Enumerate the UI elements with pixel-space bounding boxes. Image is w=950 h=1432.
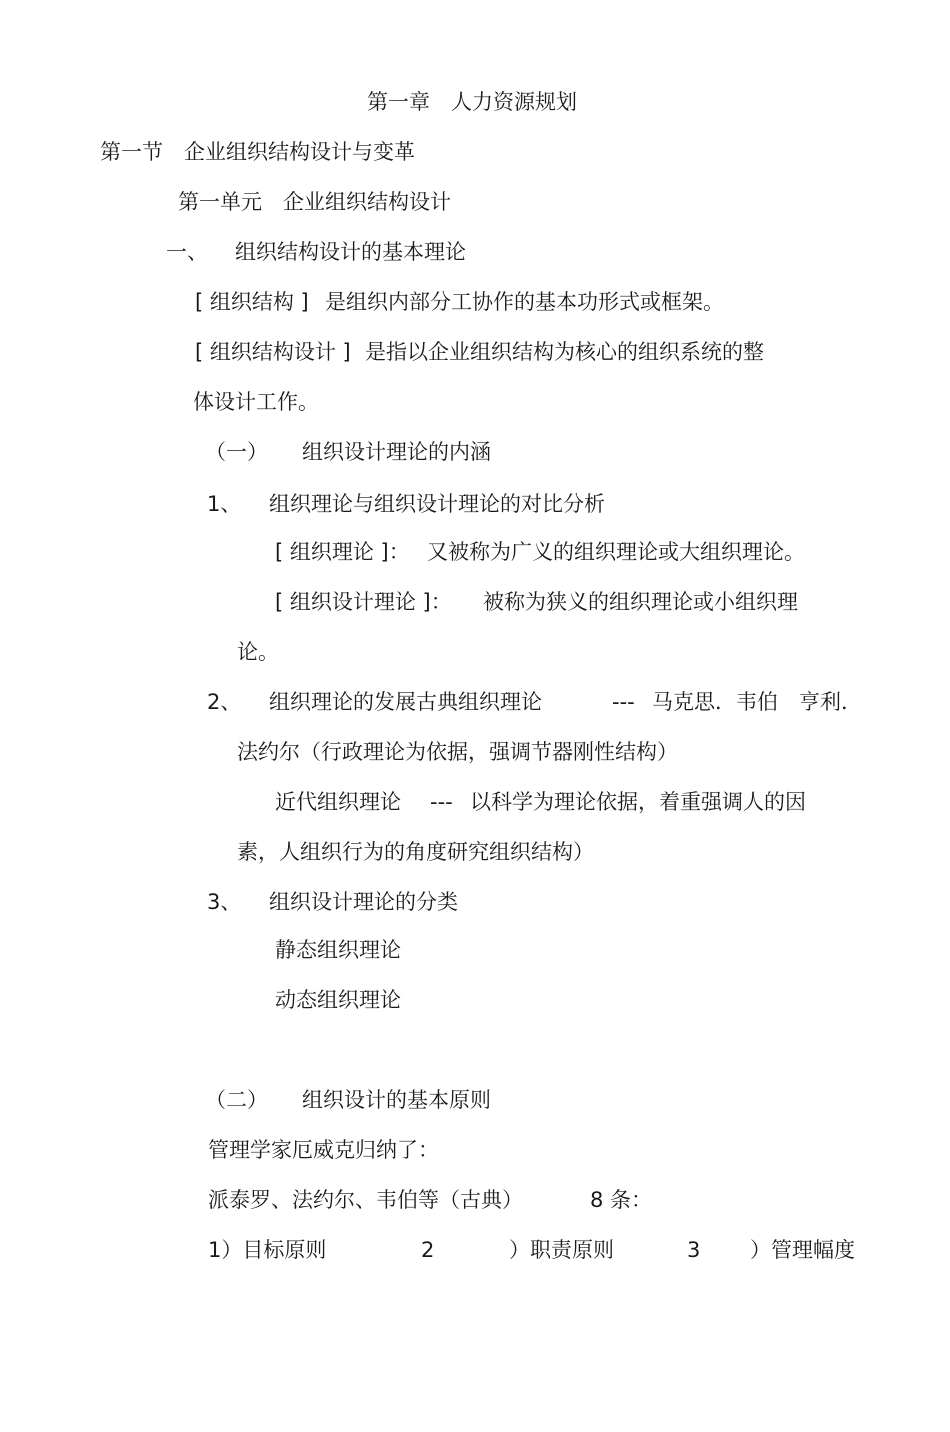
dash-separator: --- <box>430 790 453 814</box>
definition-text: 被称为狭义的组织理论或小组织理 <box>483 590 798 614</box>
item-number: 3、 <box>207 890 242 914</box>
principle-number: 3 <box>687 1238 701 1262</box>
modern-theory-text: 以科学为理论依据，着重强调人的因 <box>470 790 806 814</box>
definition-text: 是指以企业组织结构为核心的组织系统的整 <box>365 340 764 364</box>
part-number: 一、 <box>166 240 208 264</box>
chapter-title: 第一章 人力资源规划 <box>367 90 577 114</box>
dash-separator: --- <box>612 690 635 714</box>
intro-line: 管理学家厄威克归纳了： <box>208 1138 439 1162</box>
principle-item: 1）目标原则 <box>208 1238 327 1262</box>
subsection-heading <box>0 1086 950 1198</box>
definition-text: 又被称为广义的组织理论或大组织理论。 <box>427 540 805 564</box>
definition-term: [ 组织设计理论 ]： <box>275 590 452 614</box>
definition-term: [ 组织结构 ] <box>195 290 309 314</box>
theorist-names: 马克思．韦伯 亨利． <box>652 690 862 714</box>
item-heading-text: 组织设计理论的分类 <box>269 890 458 914</box>
unit-title: 第一单元 企业组织结构设计 <box>178 190 451 214</box>
modern-theory-label: 近代组织理论 <box>275 790 401 814</box>
item-number: 1、 <box>207 492 242 516</box>
subsection-number: （二） <box>205 1088 268 1112</box>
principle-count: 8 条： <box>590 1188 653 1212</box>
item-continuation: 法约尔（行政理论为依据，强调节器刚性结构） <box>237 740 678 764</box>
definition-continuation: 体设计工作。 <box>193 390 319 414</box>
item-number: 2、 <box>207 690 242 714</box>
principle-number: 2 <box>421 1238 435 1262</box>
principles-line <box>0 1236 950 1432</box>
subsection-heading-text: 组织设计的基本原则 <box>302 1088 491 1112</box>
part-heading-text: 组织结构设计的基本理论 <box>235 240 466 264</box>
definition-term: [ 组织理论 ]： <box>275 540 410 564</box>
principle-item: ）管理幅度 <box>750 1238 855 1262</box>
theory-type: 动态组织理论 <box>275 988 401 1012</box>
principle-item: ）职责原则 <box>509 1238 614 1262</box>
definition-org-design-theory <box>0 588 950 700</box>
classic-text: 派泰罗、法约尔、韦伯等（古典） <box>208 1188 523 1212</box>
item-heading-text: 组织理论的发展古典组织理论 <box>269 690 542 714</box>
section-title: 第一节 企业组织结构设计与变革 <box>100 140 415 164</box>
subsection-heading-text: 组织设计理论的内涵 <box>302 440 491 464</box>
definition-design <box>0 338 950 450</box>
definition-continuation: 论。 <box>237 640 279 664</box>
subsection-number: （一） <box>205 440 268 464</box>
definition-term: [ 组织结构设计 ] <box>195 340 351 364</box>
theory-type: 静态组织理论 <box>275 938 401 962</box>
item-heading-text: 组织理论与组织设计理论的对比分析 <box>269 492 605 516</box>
definition-text: 是组织内部分工协作的基本功形式或框架。 <box>325 290 724 314</box>
modern-theory-continuation: 素，人组织行为的角度研究组织结构） <box>237 840 594 864</box>
item-heading <box>0 888 950 1000</box>
